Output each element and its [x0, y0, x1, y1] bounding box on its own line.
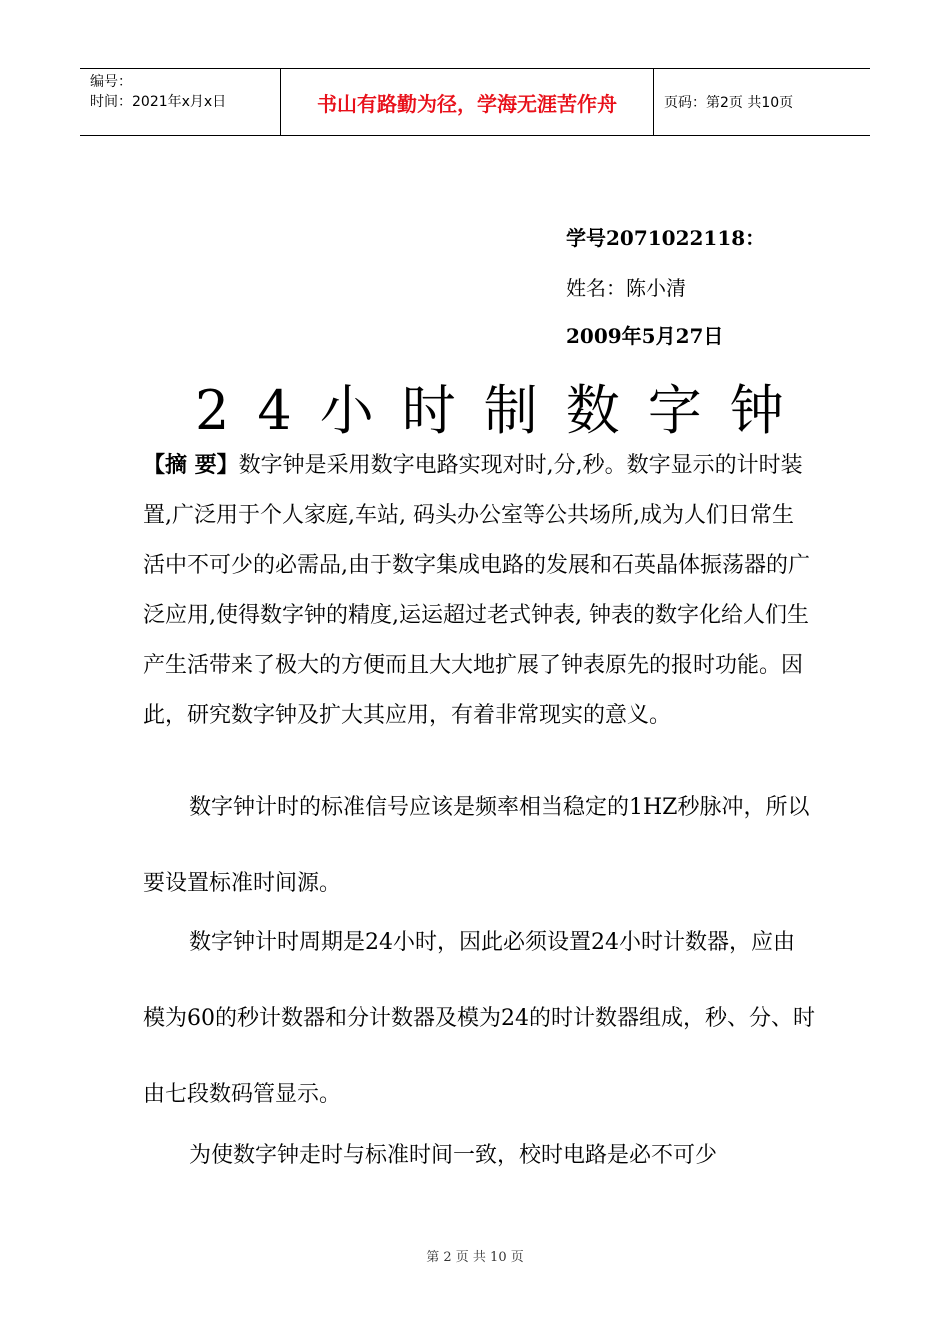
header-table — [80, 68, 870, 136]
page-title: 24小时制数字钟 — [195, 379, 812, 442]
document-date: 2009年5月27日 — [566, 324, 724, 348]
document-date-label: 时间：2021年x月x日 — [90, 94, 227, 110]
abstract-paragraph — [143, 440, 815, 741]
header-left-cell — [80, 69, 281, 135]
student-id: 学号2071022118： — [566, 226, 766, 250]
document-number-label: 编号： — [90, 74, 132, 90]
abstract-text: 数字钟是采用数字电路实现对时,分,秒。数字显示的计时装置,广泛用于个人家庭,车站, 码头办公室等公共场所,成为人们日常生活中不可少的必需品,由于数字集成电路的发展和石英晶体振荡器的广泛应用,使得数字钟的精度,运运超过老式钟表, 钟表的数字化给人们生产生活带来了极大的方便而且大大地扩展了钟表原先的报时功能。因此，研究数字钟及扩大其应用，有着非常现实的意义。 — [143, 453, 810, 728]
header-page-info: 页码：第2页 共10页 — [664, 95, 794, 111]
abstract-tag: 【摘 要】 — [143, 452, 239, 478]
student-name: 姓名：陈小清 — [566, 276, 686, 300]
body-paragraph-2: 数字钟计时周期是24小时，因此必须设置24小时计数器，应由模为60的秒计数器和分计数器及模为24的时计数器组成，秒、分、时由七段数码管显示。 — [143, 930, 815, 1107]
header-motto: 书山有路勤为径，学海无涯苦作舟 — [281, 69, 654, 135]
body-paragraph-1: 数字钟计时的标准信号应该是频率相当稳定的1HZ秒脉冲，所以要设置标准时间源。 — [143, 795, 810, 896]
body-paragraph-3: 为使数字钟走时与标准时间一致，校时电路是必不可少 — [189, 1143, 718, 1168]
page-footer: 第 2 页 共 10 页 — [426, 1250, 524, 1265]
